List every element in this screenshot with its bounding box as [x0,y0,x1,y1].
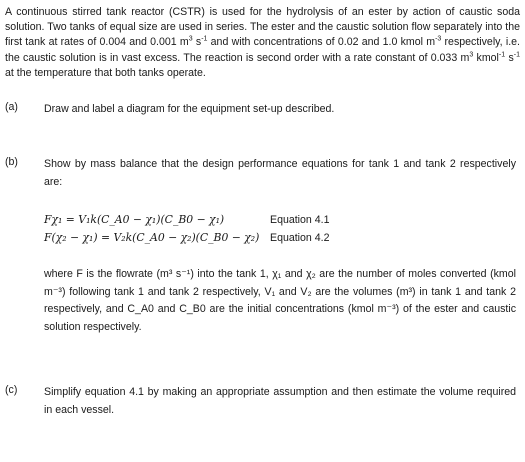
variable-definitions: where F is the flowrate (m³ s⁻¹) into the tank 1, χ₁ and χ₂ are the number of moles converted (kmol m⁻³) following tank 1 and tank 2 respectively, V₁ and V₂ are the volumes (m³) in tank 1 and tank 2 respectively, and C_A0 and C_B0 are the initial concentrations (kmol m⁻³) of the ester and caustic solution respectively. [44,268,516,333]
part-b-label: (b) [5,156,18,168]
intro-line-4-sup: -3 [435,35,442,43]
part-a-text: Draw and label a diagram for the equipment set-up described. [44,103,335,115]
part-c-label: (c) [5,384,18,396]
equation-4-2-row [44,230,516,246]
intro-line-5-sup: 3 [469,51,474,59]
intro-line-3-sup2: -1 [201,35,208,43]
equation-4-1 [44,212,224,228]
part-c-text: Simplify equation 4.1 by making an appropriate assumption and then estimate the volume required in each vessel. [44,386,516,416]
intro-line-3-c: s [192,36,202,49]
intro-line-5-e: s [505,51,514,64]
intro-line-2: soda solution. Two tanks of equal size are used in series. The ester and the caustic solution flow [5,6,520,34]
equation-4-1-label: Equation 4.1 [270,214,330,226]
intro-line-5-a: a rate constant of 0.033 m [344,51,470,64]
intro-line-3-sup: 3 [188,35,193,43]
equation-4-2-text: F(χ₂ − χ₁) = V₂k(C_A0 − χ₂)(C_B0 − χ₂) [44,231,260,244]
equation-4-2-label: Equation 4.2 [270,232,330,244]
intro-line-5-g: at the temperature that both tanks operate. [5,66,206,79]
intro-line-5-sup3: -1 [513,51,520,59]
equation-4-1-text: Fχ₁ = V₁k(C_A0 − χ₁)(C_B0 − χ₁) [44,213,225,226]
part-b-text: Show by mass balance that the design performance equations for tank 1 and tank 2 respectively are: [44,158,516,188]
part-a-label: (a) [5,101,18,113]
intro-line-3-a: separately into the first tank at rates of 0.004 and 0.001 m [5,21,520,49]
equation-4-2 [44,230,259,246]
intro-line-3-e: and with concentrations of 0.02 and [207,36,380,49]
equation-4-1-row [44,212,516,228]
intro-line-4-c: respectively, i.e. the caustic solution is in vast excess. The reaction is second order with [5,36,520,64]
intro-line-5-c: kmol [473,51,499,64]
problem-statement [5,5,520,81]
intro-line-4-a: 1.0 kmol m [382,36,436,49]
intro-line-5-sup2: -1 [498,51,506,59]
intro-line-1: A continuous stirred tank reactor (CSTR) is used for the hydrolysis of an ester by action of caustic [5,6,493,18]
